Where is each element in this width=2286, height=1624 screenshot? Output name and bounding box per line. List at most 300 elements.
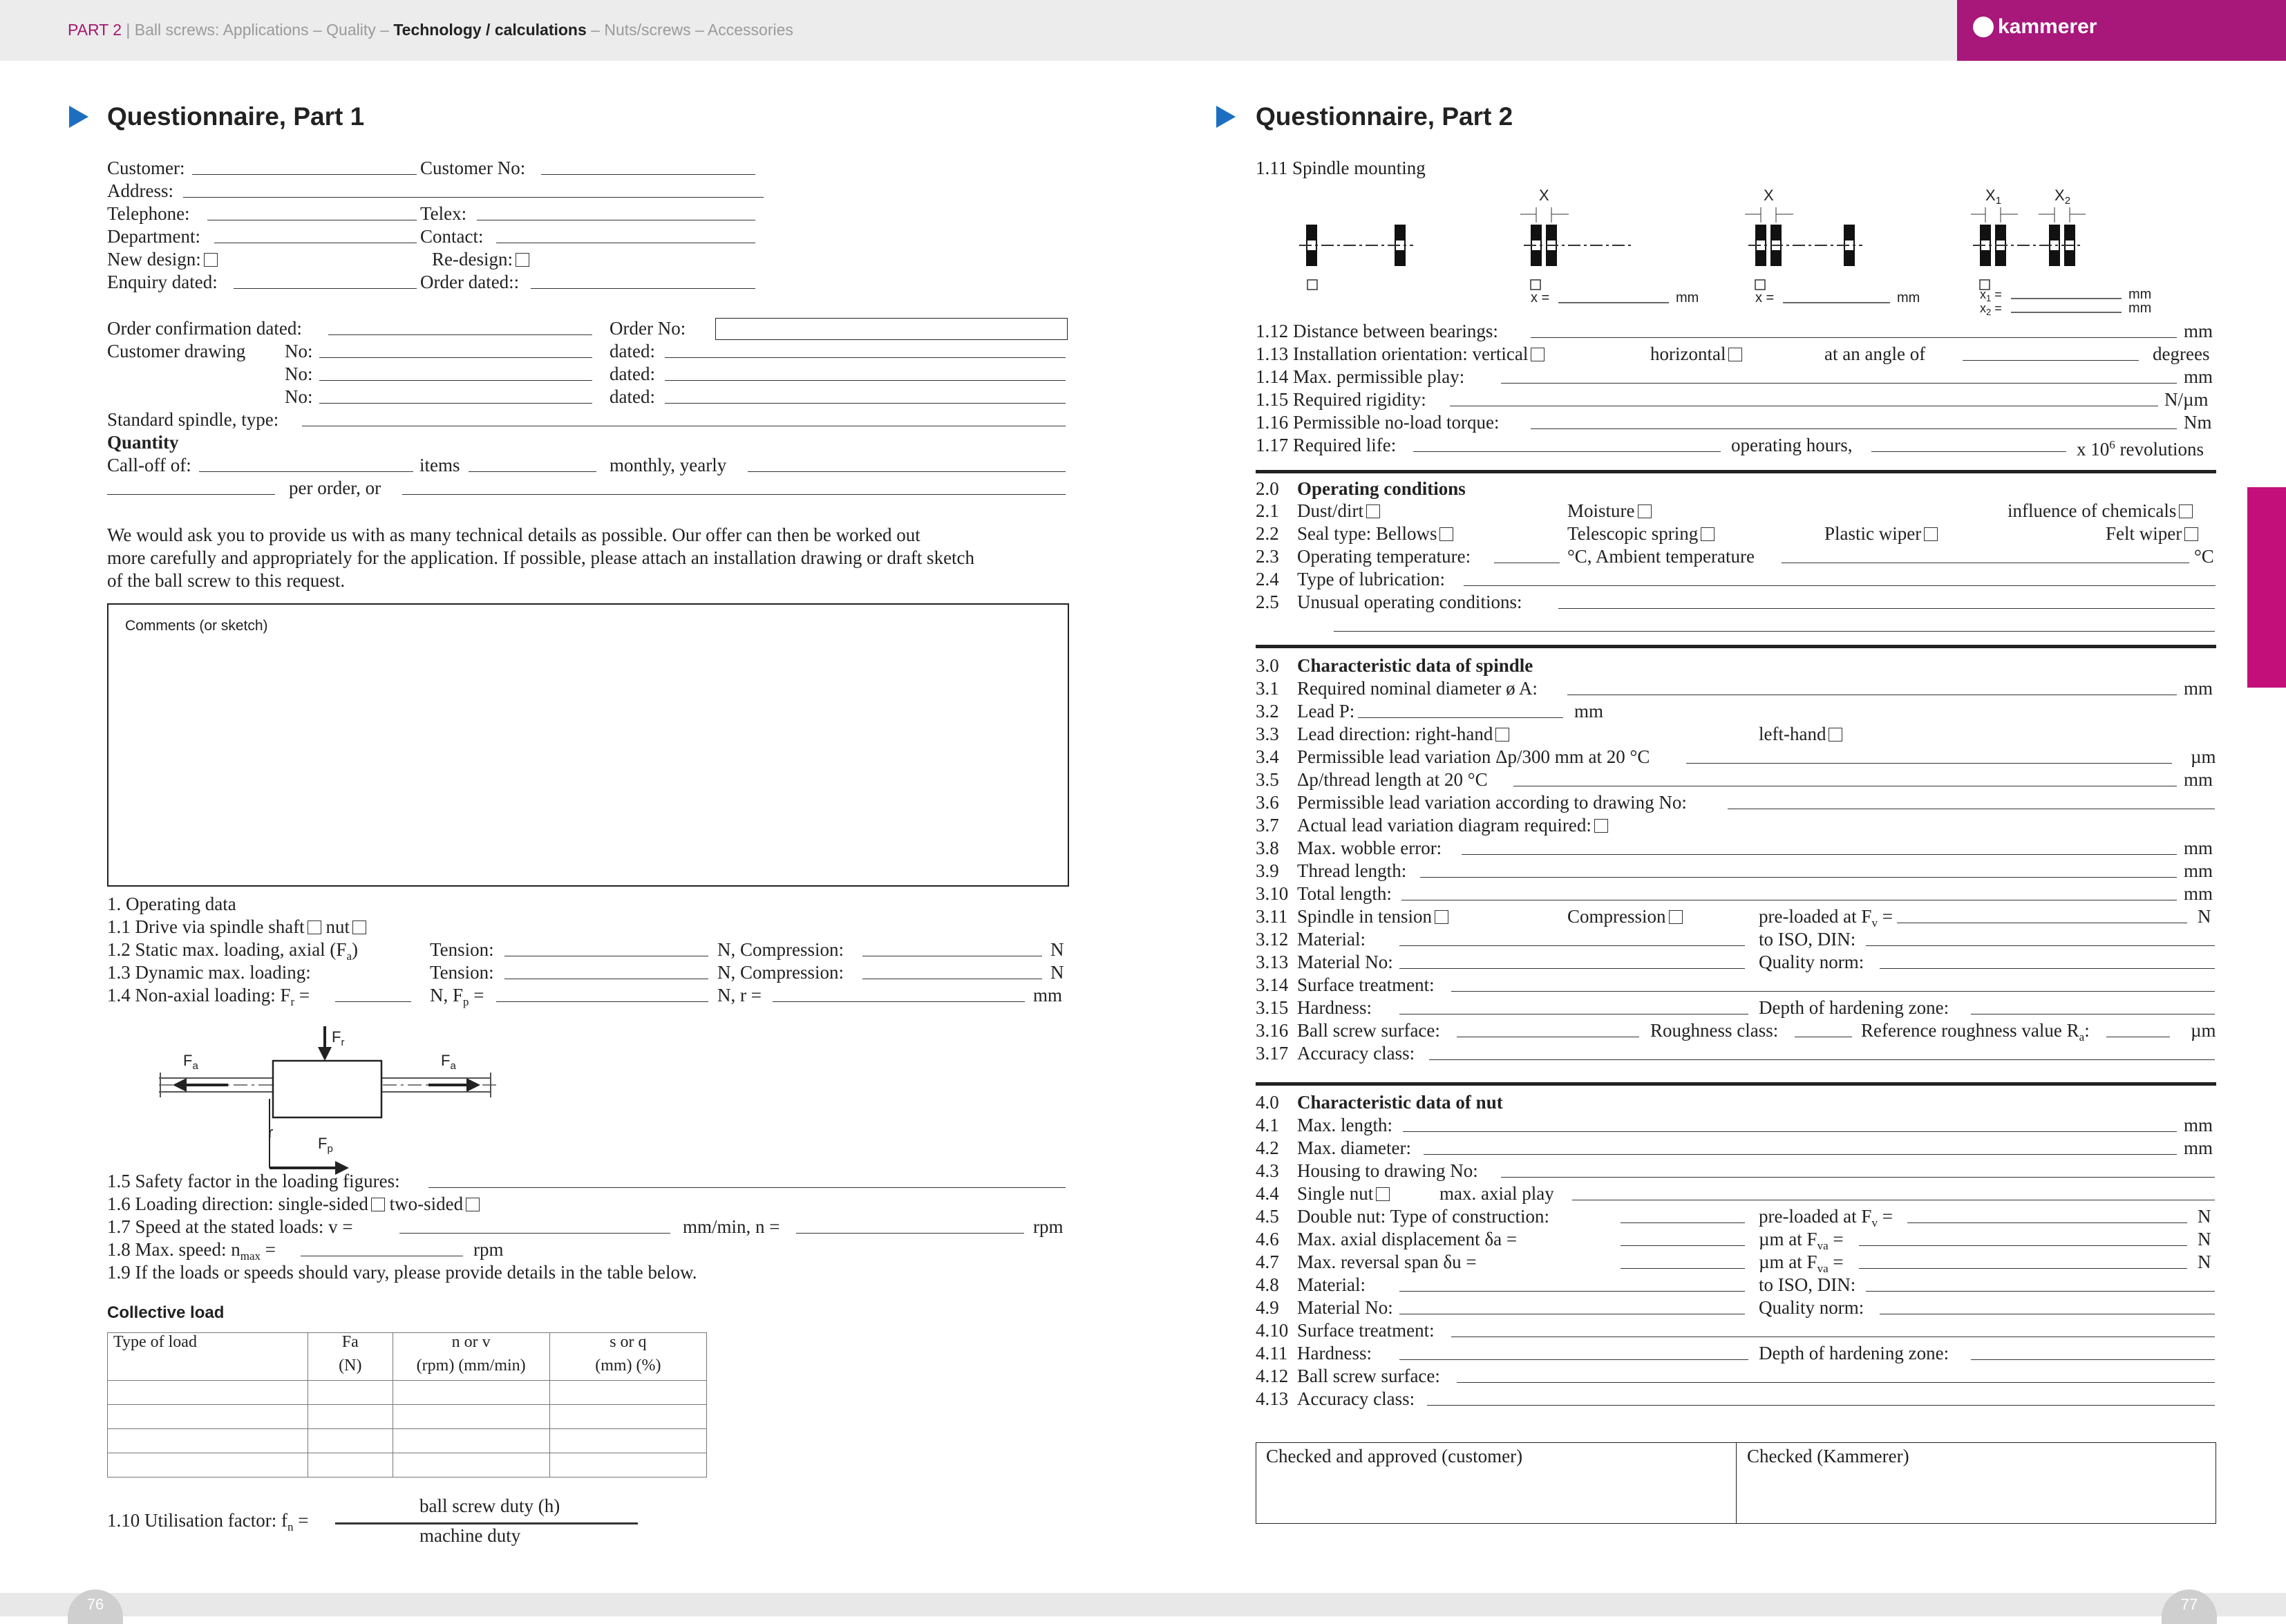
label-max-speed: 1.8 Max. speed: n xyxy=(107,1239,240,1260)
label-text-s4-4-3: Housing to drawing No: xyxy=(1297,1160,1478,1181)
field-s3-3-9[interactable] xyxy=(1420,877,2177,878)
sub-2b: 2 xyxy=(1986,307,1992,317)
row-1-13 xyxy=(1256,343,1545,364)
label-text-s4-4-13: Accuracy class: xyxy=(1297,1388,1415,1409)
field-s4-4-12[interactable] xyxy=(1457,1382,2215,1383)
unit-revolutions: revolutions xyxy=(2115,439,2204,460)
field-s3-3-4[interactable] xyxy=(1686,763,2172,764)
unit-1-15: N/µm xyxy=(2164,389,2209,410)
sub-s4-4-6: va xyxy=(1817,1239,1829,1252)
field-1-16[interactable] xyxy=(1531,428,2177,429)
op-1-10 xyxy=(107,1510,308,1538)
sub2-s3-3-16: a xyxy=(2079,1030,2085,1044)
label-eq-4: = xyxy=(298,1510,309,1531)
mid-text-s3-3-16: Roughness class: xyxy=(1650,1020,1779,1041)
field-order-confirmation[interactable] xyxy=(328,334,592,335)
label-chemicals: influence of chemicals xyxy=(2008,500,2177,521)
label-drawing-dated-2: dated: xyxy=(610,363,655,384)
label-enquiry-dated: Enquiry dated: xyxy=(107,272,218,292)
label-mmmin: mm/min, n = xyxy=(683,1216,780,1237)
label-s4-4-13 xyxy=(1297,1388,1415,1409)
label-telescopic: Telescopic spring xyxy=(1567,523,1699,544)
num-s3-3-4: 3.4 xyxy=(1256,746,1279,767)
mid-s4-4-4 xyxy=(1439,1183,1554,1204)
sub-a: a xyxy=(346,950,352,963)
label-tension-1: Tension: xyxy=(430,939,494,960)
label-plastic-wiper: Plastic wiper xyxy=(1824,523,1922,544)
mid-s3-3-3 xyxy=(1759,724,1842,744)
field-drawing-dated-2[interactable] xyxy=(665,380,1066,381)
num-2-3: 2.3 xyxy=(1256,546,1279,567)
checkbox-nut[interactable] xyxy=(352,920,366,934)
page-number-right: 77 xyxy=(2162,1589,2217,1624)
num-s3-3-6: 3.6 xyxy=(1256,792,1279,813)
diagram-fa-left-sub: a xyxy=(192,1060,198,1072)
label-text-s3-3-3: Lead direction: right-hand xyxy=(1297,724,1493,744)
num-2-5: 2.5 xyxy=(1256,592,1279,612)
field-s4-4-5[interactable] xyxy=(1621,1222,1745,1223)
field-drawing-dated-3[interactable] xyxy=(665,403,1066,404)
field-s3-3-13[interactable] xyxy=(1399,968,1745,969)
label-s4-4-10 xyxy=(1297,1320,1435,1341)
field-monthly-yearly[interactable] xyxy=(748,471,1066,472)
checkbox-horizontal[interactable] xyxy=(1728,348,1742,361)
diagram-r: r xyxy=(268,1124,274,1141)
eq2-s3-3-16: : xyxy=(2084,1020,2090,1041)
checkbox-two-sided[interactable] xyxy=(466,1198,480,1211)
cell[interactable] xyxy=(393,1453,549,1477)
field-s4-4-1[interactable] xyxy=(1403,1131,2177,1132)
label-bellows: Seal type: Bellows xyxy=(1297,523,1437,544)
approval-divider xyxy=(1736,1443,1737,1523)
field-enquiry-dated[interactable] xyxy=(234,288,417,289)
field-per-order-or[interactable] xyxy=(402,494,1066,495)
checkbox-mid-s3-3-3[interactable] xyxy=(1829,728,1842,742)
checkbox-vertical[interactable] xyxy=(1531,348,1545,361)
cell[interactable] xyxy=(308,1381,393,1405)
diagram-fr xyxy=(332,1028,344,1048)
eq2-s3-3-11: = xyxy=(1877,906,1893,927)
diagram-fp-f: F xyxy=(318,1135,328,1152)
cell[interactable] xyxy=(108,1381,308,1405)
cell[interactable] xyxy=(393,1405,549,1429)
field-1-12[interactable] xyxy=(1531,337,2177,338)
cell[interactable] xyxy=(108,1405,308,1429)
heading-operating-conditions: Operating conditions xyxy=(1297,478,1466,499)
intro-line-1: We would ask you to provide us with as many technical details as possible. Our offer can then be worked out xyxy=(107,525,920,545)
label-s3-3-9 xyxy=(1297,860,1406,881)
mid-text-s4-4-4: max. axial play xyxy=(1439,1183,1554,1204)
th-type: Type of load xyxy=(108,1333,308,1357)
field-mid-s4-4-5[interactable] xyxy=(1907,1222,2187,1223)
field-unusual-2[interactable] xyxy=(1334,631,2215,632)
table-row[interactable] xyxy=(108,1381,707,1405)
label-monthly-yearly: monthly, yearly xyxy=(610,455,727,475)
field-1-14[interactable] xyxy=(1501,383,2177,384)
field-lubrication[interactable] xyxy=(1464,585,2216,586)
cell[interactable] xyxy=(308,1405,393,1429)
label-s4-4-4 xyxy=(1297,1183,1390,1204)
label-s3-3-15 xyxy=(1297,997,1372,1018)
op-1-4-fp xyxy=(430,985,484,1012)
label-customer-drawing: Customer drawing xyxy=(107,341,246,361)
field-s4-4-8[interactable] xyxy=(1399,1291,1745,1292)
field-mid-s4-4-7[interactable] xyxy=(1859,1268,2187,1269)
sub-p: p xyxy=(463,995,469,1008)
field-s4-4-7[interactable] xyxy=(1621,1268,1745,1269)
field-drawing-no-2[interactable] xyxy=(319,380,592,381)
sub2-s3-3-11: v xyxy=(1871,916,1878,929)
unit-s3-3-9: mm xyxy=(2184,860,2213,881)
label-s4-4-5 xyxy=(1297,1206,1549,1227)
field-customer[interactable] xyxy=(192,174,417,175)
label-n-r: N, r = xyxy=(717,985,762,1005)
unit-mm-x1b: mm xyxy=(2128,287,2152,302)
label-text-s4-4-6: Max. axial displacement δa = xyxy=(1297,1229,1518,1249)
cell[interactable] xyxy=(308,1453,393,1477)
unit-s4-4-6: N xyxy=(2198,1229,2211,1249)
label-customer: Customer: xyxy=(107,158,185,178)
mid-text-s4-4-7: µm at F xyxy=(1759,1252,1817,1272)
label-vary: 1.9 If the loads or speeds should vary, please provide details in the table below. xyxy=(107,1262,697,1283)
label-drawing-no-3: No: xyxy=(285,386,313,407)
intro-line-3: of the ball screw to this request. xyxy=(107,570,346,591)
label-nut: nut xyxy=(325,916,350,937)
label-text-s3-3-7: Actual lead variation diagram required: xyxy=(1297,815,1591,835)
table-row[interactable] xyxy=(108,1453,707,1477)
field-safety-factor[interactable] xyxy=(428,1187,1066,1188)
row-moisture xyxy=(1567,500,1652,521)
field-mid-s4-4-11[interactable] xyxy=(1971,1359,2215,1360)
eq-s4-4-6: = xyxy=(1828,1229,1844,1249)
label-items: items xyxy=(419,455,460,475)
mid-text-s3-3-3: left-hand xyxy=(1759,724,1826,744)
mounting-option-3 xyxy=(1745,187,1920,305)
breadcrumb-part: PART 2 xyxy=(68,21,122,39)
label-felt-wiper: Felt wiper xyxy=(2106,523,2182,544)
unit-mm-x2b: mm xyxy=(2128,301,2152,316)
unit-s3-3-8: mm xyxy=(2184,838,2213,858)
field-revolutions[interactable] xyxy=(1871,451,2066,452)
diagram-fr-f: F xyxy=(332,1028,341,1046)
label-text-s3-3-12: Material: xyxy=(1297,929,1366,950)
checkbox-s3-3-7[interactable] xyxy=(1594,819,1608,833)
breadcrumb-crumb3: – Nuts/screws – Accessories xyxy=(591,21,793,39)
field-s4-4-11[interactable] xyxy=(1399,1359,1748,1360)
field-s4-4-13[interactable] xyxy=(1427,1405,2215,1406)
num-2-2: 2.2 xyxy=(1256,523,1279,544)
mid-s4-4-8 xyxy=(1759,1274,1855,1295)
label-standard-spindle: Standard spindle, type: xyxy=(107,409,279,430)
num-s4-4-4: 4.4 xyxy=(1256,1183,1279,1204)
label-speed: 1.7 Speed at the stated loads: v = xyxy=(107,1216,353,1237)
num-s3-3-17: 3.17 xyxy=(1256,1043,1289,1064)
label-x2eq: x xyxy=(1980,301,1986,315)
unit-s3-3-10: mm xyxy=(2184,883,2213,904)
field-s4-4-6[interactable] xyxy=(1621,1245,1745,1246)
field-unusual[interactable] xyxy=(1558,608,2215,609)
field-calloff[interactable] xyxy=(199,471,413,472)
label-s4-4-3 xyxy=(1297,1160,1478,1181)
label-drawing-no-1: No: xyxy=(285,341,313,361)
diagram-fa-right xyxy=(441,1052,456,1072)
label-order-no: Order No: xyxy=(610,318,686,339)
field-fp[interactable] xyxy=(496,1001,708,1002)
checkbox-chemicals[interactable] xyxy=(2179,504,2193,518)
unit-1-12: mm xyxy=(2184,321,2213,341)
field-mid-s3-3-12[interactable] xyxy=(1866,945,2215,946)
label-text-s3-3-6: Permissible lead variation according to drawing No: xyxy=(1297,792,1687,813)
brand-logo xyxy=(1973,15,2097,39)
row-1-13-h xyxy=(1650,343,1742,364)
label-text-s4-4-4: Single nut xyxy=(1297,1183,1374,1204)
label-s3-3-4 xyxy=(1297,746,1650,767)
unit-s3-3-2: mm xyxy=(1574,701,1604,721)
op-1-4 xyxy=(107,985,310,1012)
th-fa-unit: (N) xyxy=(308,1357,393,1381)
checkbox-mid-s3-3-11[interactable] xyxy=(1669,910,1683,924)
label-s4-4-7 xyxy=(1297,1252,1477,1272)
mid-s3-3-15 xyxy=(1759,997,1949,1018)
th-type-unit xyxy=(108,1357,308,1381)
num-s3-3-5: 3.5 xyxy=(1256,769,1279,790)
label-order-dated: Order dated:: xyxy=(420,272,520,292)
label-drawing-dated-3: dated: xyxy=(610,386,655,407)
sub-2: 2 xyxy=(2064,195,2071,207)
mid-text-s3-3-11: Compression xyxy=(1567,906,1666,927)
breadcrumb-sep: | xyxy=(126,21,131,39)
footer-bar xyxy=(0,1593,2286,1616)
mid-s3-3-13 xyxy=(1759,952,1864,972)
cell[interactable] xyxy=(549,1405,706,1429)
label-dust: Dust/dirt xyxy=(1297,500,1364,521)
unit-s4-4-1: mm xyxy=(2184,1115,2213,1135)
field-s4-4-2[interactable] xyxy=(1424,1154,2177,1155)
unit-s4-4-7: N xyxy=(2198,1252,2211,1272)
label-1-16: 1.16 Permissible no-load torque: xyxy=(1256,412,1500,433)
checkbox-felt-wiper[interactable] xyxy=(2184,527,2198,541)
label-1-13: 1.13 Installation orientation: vertical xyxy=(1256,343,1529,364)
checkbox-spindle-shaft[interactable] xyxy=(308,920,321,934)
cell[interactable] xyxy=(308,1429,393,1453)
field-order-dated[interactable] xyxy=(531,288,755,289)
label-static-load-close: ) xyxy=(352,939,358,960)
field-customer-no[interactable] xyxy=(541,174,755,175)
label-s4-4-8 xyxy=(1297,1274,1366,1295)
label-s3-3-10 xyxy=(1297,883,1392,904)
cell[interactable] xyxy=(549,1453,706,1477)
field-fr[interactable] xyxy=(335,1001,411,1002)
collective-load-title: Collective load xyxy=(107,1303,225,1322)
sub-n: n xyxy=(287,1520,294,1533)
label-operating-temperature: Operating temperature: xyxy=(1297,546,1471,567)
eq-s4-4-5: = xyxy=(1877,1206,1893,1227)
logo-icon xyxy=(1973,17,1994,37)
label-lubrication: Type of lubrication: xyxy=(1297,569,1446,589)
unit-s3-3-16: µm xyxy=(2191,1020,2216,1041)
label-n-fp: N, F xyxy=(430,985,464,1005)
field-mid-s4-4-6[interactable] xyxy=(1859,1245,2187,1246)
field-drawing-no-3[interactable] xyxy=(319,403,592,404)
field-address[interactable] xyxy=(183,197,764,198)
label-unusual: Unusual operating conditions: xyxy=(1297,592,1522,612)
svg-text:x2 =: $x_2$ = xyxy=(1980,301,2002,317)
label-per-order: per order, or xyxy=(289,478,381,498)
label-1-17: 1.17 Required life: xyxy=(1256,435,1397,455)
heading-spindle-data: Characteristic data of spindle xyxy=(1297,655,1533,676)
cell[interactable] xyxy=(108,1429,308,1453)
field-angle[interactable] xyxy=(1963,360,2139,361)
fraction-denominator: machine duty xyxy=(419,1525,521,1546)
num-s3-3-13: 3.13 xyxy=(1256,952,1289,972)
mid-text-s4-4-6: µm at F xyxy=(1759,1229,1817,1249)
mid-text-s4-4-11: Depth of hardening zone: xyxy=(1759,1343,1949,1363)
label-ambient: °C, Ambient temperature xyxy=(1567,546,1755,567)
field-order-no[interactable] xyxy=(715,318,1068,340)
checkbox-new-design[interactable] xyxy=(204,253,218,267)
label-xeq-1: x = xyxy=(1531,290,1550,305)
mid-s3-3-11 xyxy=(1567,906,1683,927)
label-xeq-2: x = xyxy=(1755,290,1775,305)
row-seal xyxy=(1297,523,1453,544)
field-items[interactable] xyxy=(469,471,596,472)
label-text-s3-3-11: Spindle in tension xyxy=(1297,906,1432,927)
cell[interactable] xyxy=(393,1429,549,1453)
eq-s4-4-7: = xyxy=(1828,1252,1844,1272)
label-x1: X xyxy=(1985,187,1996,204)
num-s4-4-9: 4.9 xyxy=(1256,1297,1279,1318)
checkbox-dust[interactable] xyxy=(1366,504,1380,518)
checkbox-single-sided[interactable] xyxy=(371,1198,385,1211)
page-title-part2: Questionnaire, Part 2 xyxy=(1256,102,1513,131)
label-1-12: 1.12 Distance between bearings: xyxy=(1256,321,1498,341)
unit-s4-4-2: mm xyxy=(2184,1137,2213,1158)
label-s3-3-3 xyxy=(1297,724,1509,744)
label-static-load: 1.2 Static max. loading, axial (F xyxy=(107,939,347,960)
op-1-1 xyxy=(107,916,366,937)
op-1-6 xyxy=(107,1193,480,1214)
num-2-1: 2.1 xyxy=(1256,500,1279,521)
field-r[interactable] xyxy=(773,1001,1025,1002)
table-row[interactable] xyxy=(108,1405,707,1429)
unit-s3-3-5: mm xyxy=(2184,769,2213,790)
comments-label: Comments (or sketch) xyxy=(125,618,268,634)
label-text-s3-3-13: Material No: xyxy=(1297,952,1393,972)
checkbox-re-design[interactable] xyxy=(516,253,529,267)
label-checked-customer: Checked and approved (customer) xyxy=(1266,1446,1523,1466)
cell[interactable] xyxy=(393,1381,549,1405)
num-s3-3-11: 3.11 xyxy=(1256,906,1288,927)
field-mid-s3-3-13[interactable] xyxy=(1880,968,2215,969)
checkbox-plastic-wiper[interactable] xyxy=(1924,527,1938,541)
unit-n-2: N xyxy=(1050,962,1064,983)
field-s4-4-3[interactable] xyxy=(1501,1177,2215,1178)
label-s3-3-7 xyxy=(1297,815,1608,835)
unit-s3-3-1: mm xyxy=(2184,678,2213,699)
field-speed-n[interactable] xyxy=(796,1233,1024,1234)
field-drawing-dated-1[interactable] xyxy=(665,357,1066,358)
th-n-v-unit: (rpm) (mm/min) xyxy=(393,1357,549,1381)
svg-text:X2 xyxy=(2054,187,2070,207)
mid-text-s4-4-5: pre-loaded at F xyxy=(1759,1206,1872,1227)
th-s-q-unit: (mm) (%) xyxy=(549,1357,706,1381)
label-loading-direction: 1.6 Loading direction: single-sided xyxy=(107,1193,368,1214)
field-s3-3-17[interactable] xyxy=(1429,1059,2215,1060)
label-s4-4-6 xyxy=(1297,1229,1517,1249)
divider-4 xyxy=(1256,1082,2216,1086)
checkbox-s3-3-3[interactable] xyxy=(1495,728,1509,742)
label-new-design: New design: xyxy=(107,249,201,270)
divider-3 xyxy=(1256,645,2216,648)
sub-1b: 1 xyxy=(1986,293,1992,303)
checkbox-s3-3-11[interactable] xyxy=(1435,910,1448,924)
table-header-row xyxy=(108,1333,707,1357)
num-2-0: 2.0 xyxy=(1256,478,1279,499)
field-s3-3-14[interactable] xyxy=(1451,991,2215,992)
num-s3-3-3: 3.3 xyxy=(1256,724,1279,744)
th-fa: Fa xyxy=(308,1333,393,1357)
checkbox-s4-4-4[interactable] xyxy=(1376,1187,1390,1201)
label-s4-4-11 xyxy=(1297,1343,1372,1363)
label-drive-spindle: 1.1 Drive via spindle shaft xyxy=(107,916,305,937)
row-felt xyxy=(2106,523,2198,544)
label-s3-3-16 xyxy=(1297,1020,1440,1041)
th-n-v: n or v xyxy=(393,1333,549,1357)
table-row[interactable] xyxy=(108,1429,707,1453)
fraction-numerator: ball screw duty (h) xyxy=(419,1495,560,1516)
label-text-s3-3-8: Max. wobble error: xyxy=(1297,838,1442,858)
label-calloff: Call-off of: xyxy=(107,455,191,475)
field-drawing-no-1[interactable] xyxy=(319,357,592,358)
op-heading: 1. Operating data xyxy=(107,894,236,914)
checkbox-bellows[interactable] xyxy=(1439,527,1453,541)
row-tele xyxy=(1567,523,1714,544)
field-per-order[interactable] xyxy=(107,494,275,495)
label-checked-kammerer: Checked (Kammerer) xyxy=(1747,1446,1909,1466)
diagram-fa-left xyxy=(183,1052,198,1072)
label-spindle-mounting: 1.11 Spindle mounting xyxy=(1256,158,1426,178)
checkbox-moisture[interactable] xyxy=(1638,504,1652,518)
cell[interactable] xyxy=(549,1429,706,1453)
label-s4-4-9 xyxy=(1297,1297,1393,1318)
checkbox-telescopic[interactable] xyxy=(1701,527,1714,541)
cell[interactable] xyxy=(108,1453,308,1477)
table-unit-row xyxy=(108,1357,707,1381)
field-s3-3-2[interactable] xyxy=(1358,717,1563,718)
field-s3-3-12[interactable] xyxy=(1399,945,1745,946)
mid-text-s3-3-15: Depth of hardening zone: xyxy=(1759,997,1949,1018)
num-s4-4-7: 4.7 xyxy=(1256,1252,1279,1272)
label-s3-3-8 xyxy=(1297,838,1442,858)
label-compression-1: N, Compression: xyxy=(717,939,844,960)
num-3-0: 3.0 xyxy=(1256,655,1279,676)
comments-box[interactable] xyxy=(107,603,1069,887)
spindle-mounting-diagram xyxy=(1299,187,2170,318)
divider-2 xyxy=(1256,470,2216,473)
unit-1-17 xyxy=(2077,435,2204,460)
sub-s4-4-7: va xyxy=(1817,1262,1829,1275)
label-contact: Contact: xyxy=(420,226,484,247)
label-customer-no: Customer No: xyxy=(420,158,526,178)
mid-text-s4-4-8: to ISO, DIN: xyxy=(1759,1274,1856,1295)
page-title-part1: Questionnaire, Part 1 xyxy=(107,102,365,131)
label-telephone: Telephone: xyxy=(107,203,190,224)
cell[interactable] xyxy=(549,1381,706,1405)
field-s3-3-8[interactable] xyxy=(1462,854,2177,855)
field-mid-s4-4-8[interactable] xyxy=(1866,1291,2215,1292)
field-1-17[interactable] xyxy=(1413,451,1721,452)
field-speed-v[interactable] xyxy=(399,1233,670,1234)
